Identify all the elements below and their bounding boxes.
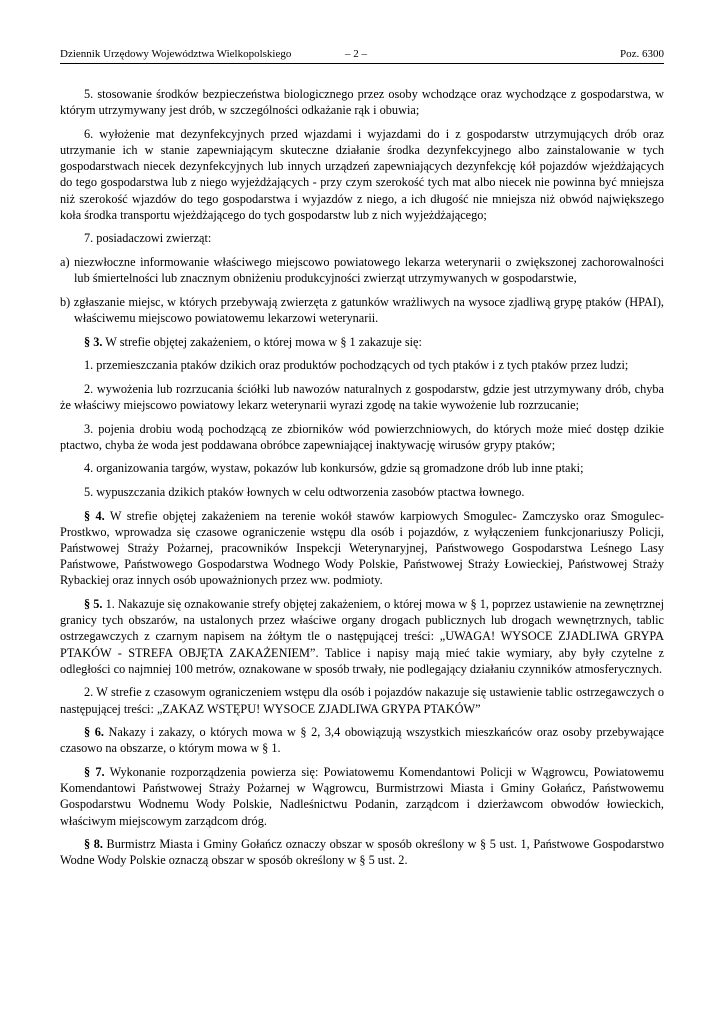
paragraph-text: W strefie objętej zakażeniem, o której mowa w § 1 zakazuje się: [102,334,422,349]
paragraph [60,421,664,453]
paragraph-text: 4. organizowania targów, wystaw, pokazów lub konkursów, gdzie są gromadzone drób lub inne ptaki; [84,461,584,476]
paragraph [60,724,664,756]
paragraph [60,357,664,373]
paragraph [60,460,664,476]
journal-title: Dziennik Urzędowy Województwa Wielkopolskiego [60,48,292,60]
paragraph-text: Nakazy i zakazy, o których mowa w § 2, 3,4 obowiązują wszystkich mieszkańców oraz osoby przebywające czasowo na obszarze, o którym mowa w § 1. [60,725,664,756]
paragraph [60,126,664,223]
paragraph [60,764,664,829]
paragraph [60,836,664,868]
section-number: § 3. [84,334,103,349]
list-item [60,254,664,286]
paragraph-text: 1. Nakazuje się oznakowanie strefy objętej zakażeniem, o której mowa w § 1, poprzez ustawienie na zewnętrznej granicy tych obszarów, na ustalonych przez właściwe organy drogach publicznych lub drogach wewnętrznych, tablic ostrzegawczych z czarnym napisem na żółtym tle o następującej treści: „UWAGA! WYSOCE ZJADLIWA GRYPA PTAKÓW - STREFA OBJĘTA ZAKAŻENIEM”. Tablice i napisy mają mieć takie wymiary, aby były czytelne z odległości co najmniej 100 metrów, oznakowane w sposób trwały, nie podlegający działaniu czynników atmosferycznych. [60,596,664,676]
paragraph [60,381,664,413]
paragraph-text: 5. wypuszczania dzikich ptaków łownych w celu odtworzenia zasobów ptactwa łownego. [84,484,525,499]
paragraph-text: Burmistrz Miasta i Gminy Gołańcz oznaczy obszar w sposób określony w § 5 ust. 1, Państwowe Gospodarstwo Wodne Wody Polskie oznaczą obszar w sposób określony w § 5 ust. 2. [60,837,664,868]
paragraph [60,596,664,677]
paragraph-text: b) zgłaszanie miejsc, w których przebywają zwierzęta z gatunków wrażliwych na wysoce zjadliwą grypę ptaków (HPAI), właściwemu miejscowo powiatowemu lekarzowi weterynarii. [60,294,664,325]
paragraph-text: 2. W strefie z czasowym ograniczeniem wstępu dla osób i pojazdów nakazuje się ustawienie tablic ostrzegawczych o następującej treści: „ZAKAZ WSTĘPU! WYSOCE ZJADLIWA GRYPA PTAKÓW” [60,685,664,716]
paragraph [60,484,664,500]
page-header [60,47,664,64]
section-number: § 4. [84,508,105,523]
paragraph [60,86,664,118]
section-number: § 5. [84,596,103,611]
position-number: Poz. 6300 [620,48,664,60]
paragraph-text: 1. przemieszczania ptaków dzikich oraz produktów pochodzących od tych ptaków i z tych ptaków przez ludzi; [84,358,629,373]
paragraph-text: 7. posiadaczowi zwierząt: [84,231,212,246]
paragraph-text: W strefie objętej zakażeniem na terenie wokół stawów karpiowych Smogulec- Zamczysko oraz Smogulec- Prostkwo, wprowadza się czasowe ograniczenie wstępu dla osób i pojazdów, z wyłączeniem funkcjonariuszy Policji, Państwowej Straży Pożarnej, pracowników Inspekcji Weterynaryjnej, Państwowego Gospodarstwa Leśnego Lasy Państwowe, Państwowego Gospodarstwa Wodnego Wody Polskie, Państwowej Straży Łowieckiej, Państwowej Straży Rybackiej oraz innych osób upoważnionych przez ww. podmioty. [60,508,664,588]
list-item [60,294,664,326]
document-body [60,86,664,876]
paragraph-text: 2. wywożenia lub rozrzucania ściółki lub nawozów naturalnych z gospodarstw, gdzie jest utrzymywany drób, chyba że właściwy miejscowo powiatowy lekarz weterynarii wyrazi zgodę na takie wywożenie lub rozrzucanie; [60,381,664,412]
paragraph-text: 5. stosowanie środków bezpieczeństwa biologicznego przez osoby wchodzące oraz wychodzące z gospodarstwa, w którym utrzymywany jest drób, w szczególności odkażanie rąk i obuwia; [60,87,664,118]
page-number: – 2 – [345,48,367,60]
paragraph [60,334,664,350]
paragraph-text: Wykonanie rozporządzenia powierza się: Powiatowemu Komendantowi Policji w Wągrowcu, Powiatowemu Komendantowi Państwowej Straży Pożarnej w Wągrowcu, Burmistrzowi Miasta i Gminy Gołańcz, Państwowemu Gospodarstwu Wodnemu Wody Polskie, Nadleśnictwu Podanin, zarządcom i dzierżawcom obwodów łowieckich, właściwym miejscowym zarządcom dróg. [60,764,664,828]
section-number: § 6. [84,725,104,740]
section-number: § 8. [84,837,103,852]
paragraph-text: a) niezwłoczne informowanie właściwego miejscowo powiatowego lekarza weterynarii o zwiększonej zachorowalności lub śmiertelności lub znacznym obniżeniu produkcyjności zwierząt utrzymywanych w gospodarstwie, [60,255,664,286]
paragraph [60,230,664,246]
paragraph [60,684,664,716]
paragraph-text: 3. pojenia drobiu wodą pochodzącą ze zbiorników wód powierzchniowych, do których może mieć dostęp dzikie ptactwo, chyba że woda jest poddawana obróbce zapewniającej inaktywację wirusów grypy ptaków; [60,421,664,452]
paragraph-text: 6. wyłożenie mat dezynfekcyjnych przed wjazdami i wyjazdami do i z gospodarstw utrzymujących drób oraz utrzymanie ich w stanie zapewniającym skuteczne działanie środka dezynfekcyjnego albo zainstalowanie w tych gospodarstwach niecek dezynfekcyjnych lub innych urządzeń zapewniających dezynfekcję kół pojazdów wjeżdżających do tego gospodarstwa lub z niego wyjeżdżających - przy czym szerokość tych mat albo niecek nie powinna być mniejsza niż szerokość wjazdów do tego gospodarstwa i wyjazdów z niego, a ich długość nie mniejsza niż obwód największego koła środka transportu wjeżdżającego do tych gospodarstw lub z nich wyjeżdżającego; [60,126,664,222]
section-number: § 7. [84,764,105,779]
paragraph [60,508,664,589]
